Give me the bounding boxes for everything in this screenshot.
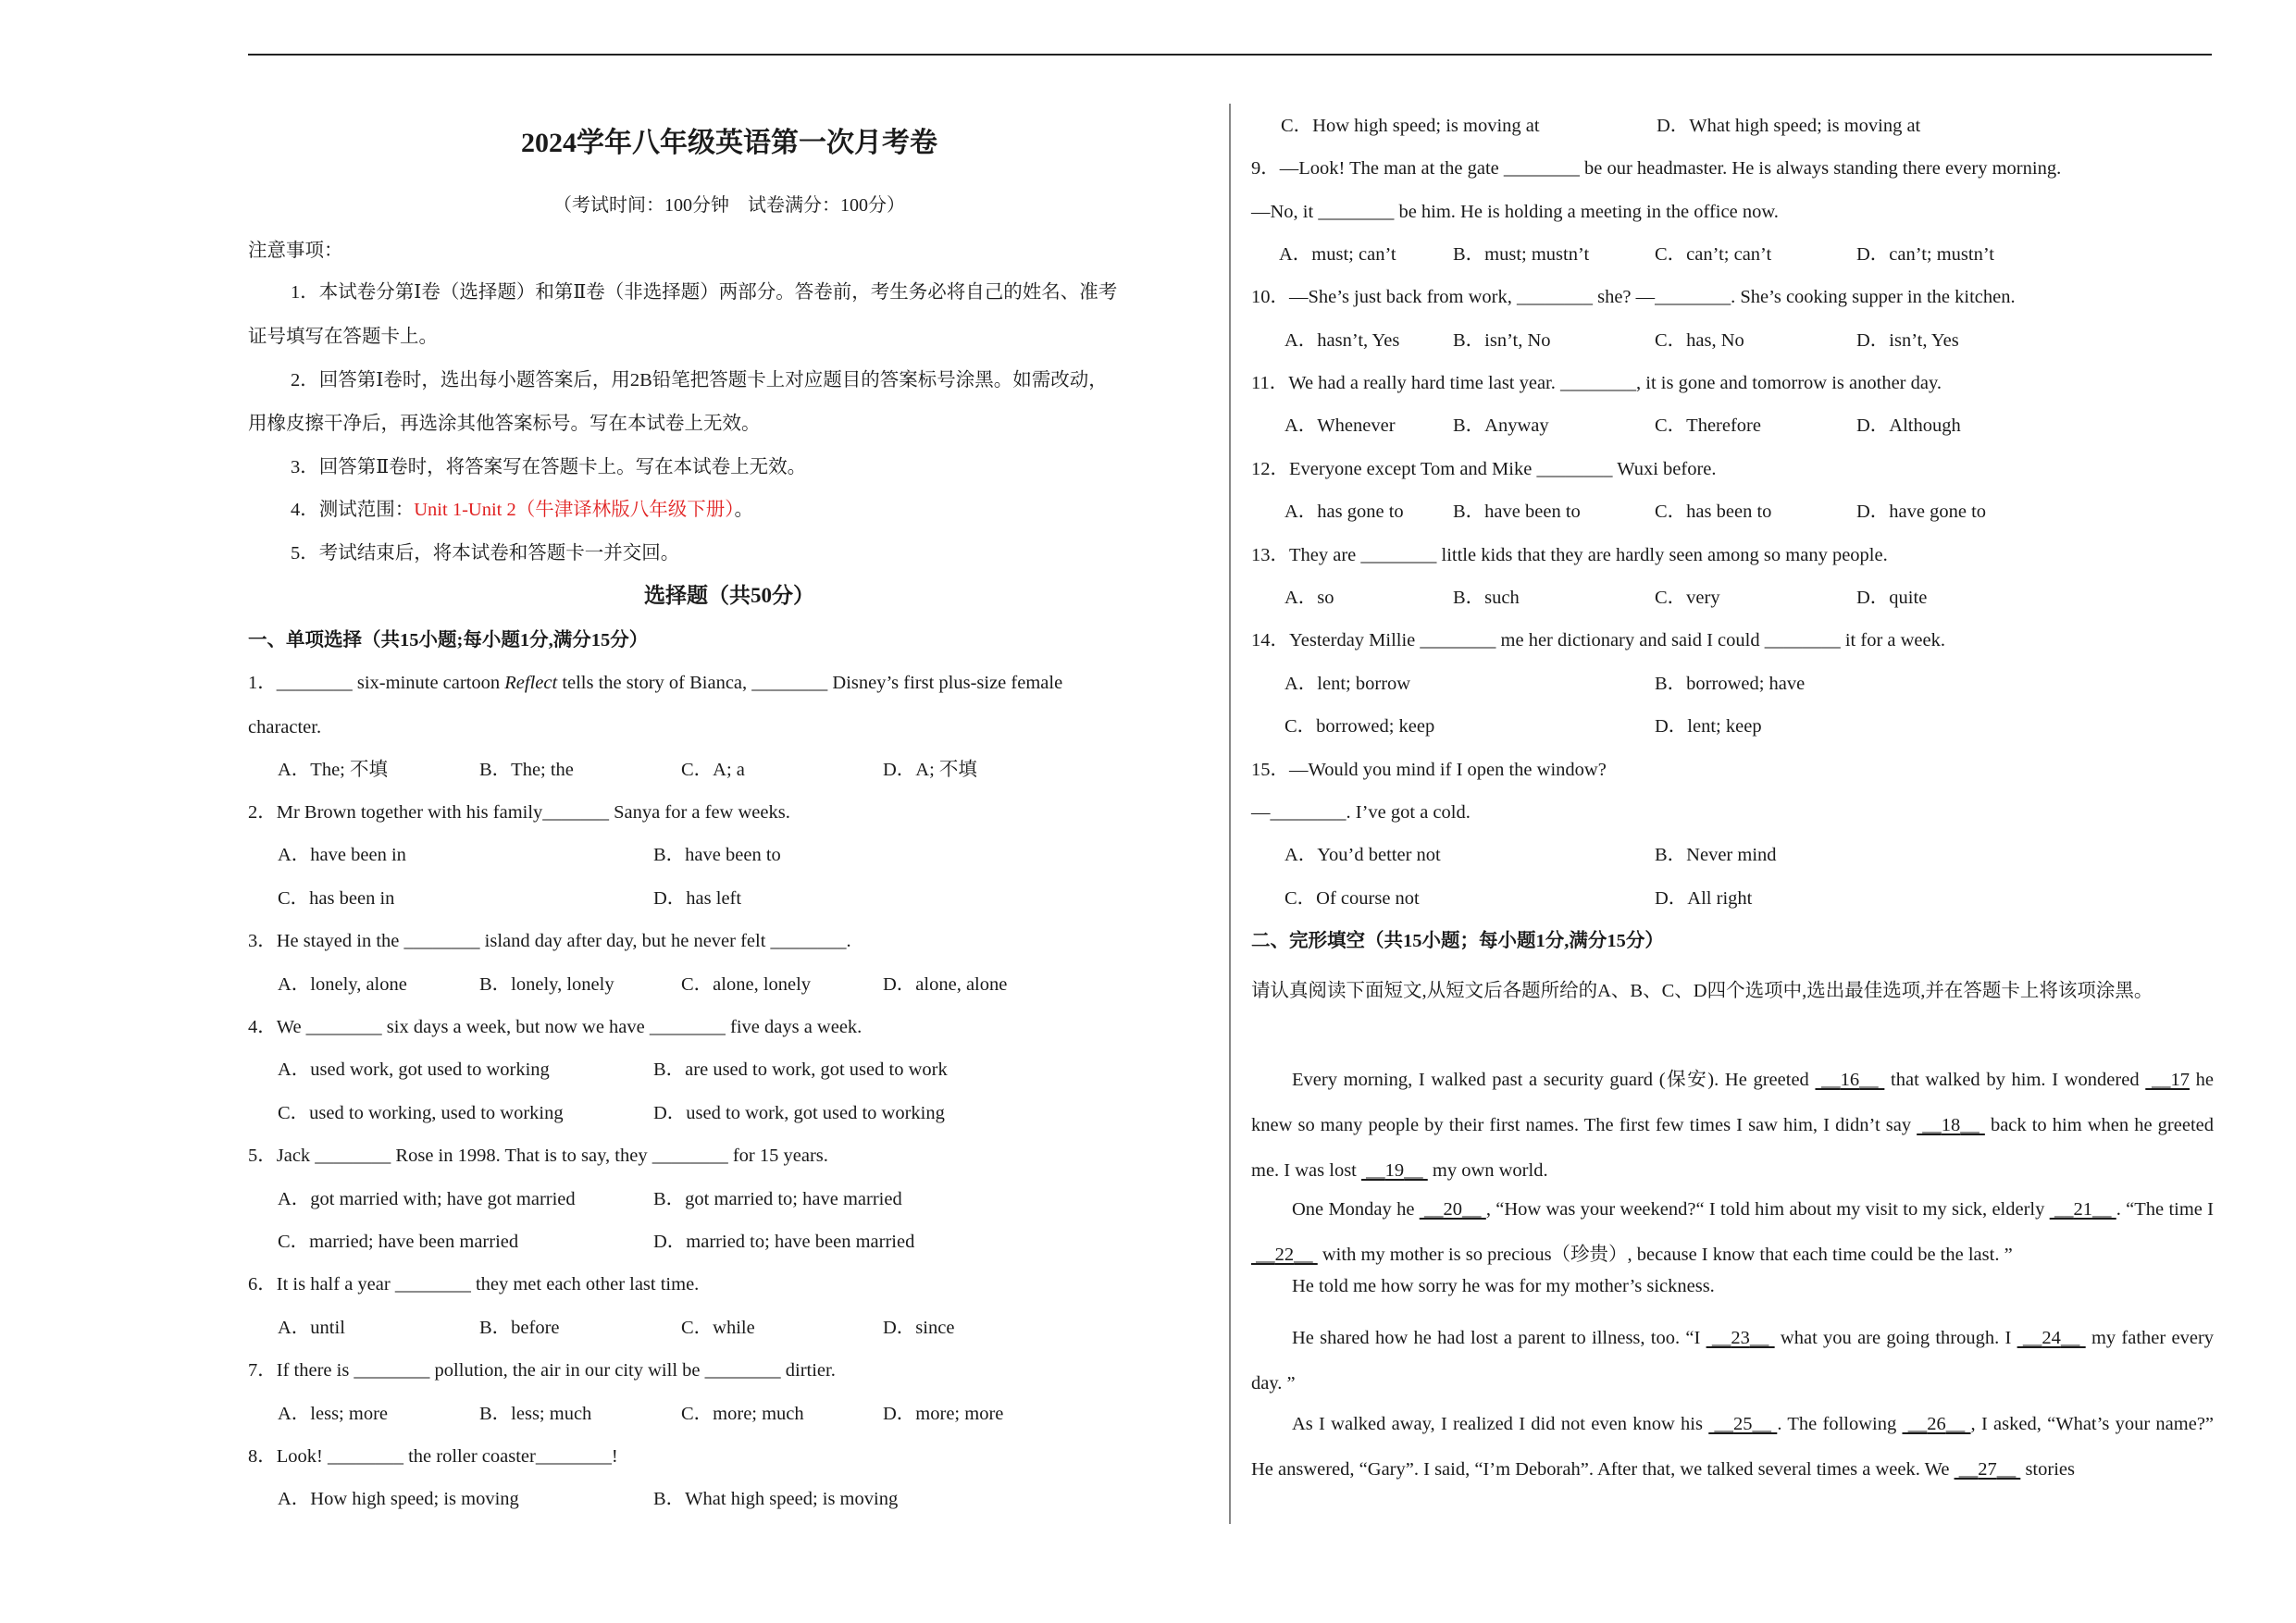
option-a: A．must; can’t <box>1279 244 1396 265</box>
option-c: C．married; have been married <box>278 1232 519 1252</box>
top-rule <box>248 54 2212 56</box>
option-d: D．used to work, got used to working <box>653 1103 945 1123</box>
option-b: B．such <box>1453 588 1520 608</box>
question-1: 1．________ six-minute cartoon Reflect tells the story of Bianca, ________ Disney’s first plus-size female <box>248 673 1063 693</box>
option-d: D．A; 不填 <box>883 760 977 780</box>
question-4: 4．We ________ six days a week, but now we have ________ five days a week. <box>248 1017 863 1037</box>
option-a: A．has gone to <box>1285 502 1404 522</box>
part2-instruction: 请认真阅读下面短文,从短文后各题所给的A、B、C、D四个选项中,选出最佳选项,并在答题卡上将该项涂黑。 <box>1251 981 2153 1001</box>
option-d: D．isn’t, Yes <box>1856 330 1959 351</box>
question-10: 10．—She’s just back from work, ________ she? —________. She’s cooking supper in the kitchen. <box>1251 287 2016 307</box>
notice-item-1: 1．本试卷分第Ⅰ卷（选择题）和第Ⅱ卷（非选择题）两部分。答卷前，考生务必将自己的姓名、准考 <box>291 282 1118 303</box>
blank-21: __21__ <box>2049 1199 2116 1220</box>
blank-26: __26__ <box>1902 1414 1971 1434</box>
option-d: D．quite <box>1856 588 1928 608</box>
question-14: 14．Yesterday Millie ________ me her dictionary and said I could ________ it for a week. <box>1251 630 1946 650</box>
question-4-options-row1 <box>278 1057 1212 1083</box>
question-6: 6．It is half a year ________ they met each other last time. <box>248 1274 700 1295</box>
question-5-options-row1 <box>278 1186 1212 1212</box>
blank-16: __16__ <box>1815 1070 1885 1090</box>
question-11-options <box>1285 413 2219 439</box>
option-a: A．How high speed; is moving <box>278 1489 519 1509</box>
question-2-options-row1 <box>278 842 1212 868</box>
option-d: D．lent; keep <box>1655 716 1762 737</box>
option-b: B．have been to <box>653 845 781 865</box>
option-c: C．Of course not <box>1285 888 1420 909</box>
question-1-cont: character. <box>248 717 322 737</box>
part1-heading: 一、单项选择（共15小题;每小题1分,满分15分） <box>248 630 649 650</box>
question-6-options <box>278 1315 1212 1341</box>
option-b: B．What high speed; is moving <box>653 1489 899 1509</box>
question-3: 3．He stayed in the ________ island day after day, but he never felt ________. <box>248 931 851 951</box>
option-b: B．borrowed; have <box>1655 674 1806 694</box>
notice-item-2-cont: 用橡皮擦干净后，再选涂其他答案标号。写在本试卷上无效。 <box>248 414 761 434</box>
notice-item-3: 3．回答第Ⅱ卷时，将答案写在答题卡上。写在本试卷上无效。 <box>291 457 807 477</box>
notice-item-1-cont: 证号填写在答题卡上。 <box>248 327 438 347</box>
blank-25: __25__ <box>1708 1414 1778 1434</box>
question-10-options <box>1285 328 2219 353</box>
question-5: 5．Jack ________ Rose in 1998. That is to say, they ________ for 15 years. <box>248 1146 828 1166</box>
option-b: B．isn’t, No <box>1453 330 1551 351</box>
option-b: B．less; much <box>479 1404 592 1424</box>
question-9-options <box>1279 242 2214 267</box>
column-divider <box>1229 104 1231 1524</box>
question-13: 13．They are ________ little kids that they are hardly seen among so many people. <box>1251 545 1888 565</box>
option-a: A．lonely, alone <box>278 974 407 995</box>
option-c: C．can’t; can’t <box>1655 244 1772 265</box>
option-c: C．more; much <box>681 1404 804 1424</box>
option-d: D．has left <box>653 888 742 909</box>
test-range: Unit 1-Unit 2（牛津译林版八年级下册） <box>414 500 735 520</box>
option-c: C．while <box>681 1318 755 1338</box>
question-14-options-row2 <box>1285 713 2219 739</box>
page-title: 2024学年八年级英语第一次月考卷 <box>521 128 937 158</box>
question-13-options <box>1285 585 2219 611</box>
passage-paragraph-2: One Monday he __20__ , “How was your weekend?“ I told him about my visit to my sick, elderly __21__ . “The time I __22__ with my mother is so precious（珍贵）, because I know that each time could be the last. ” <box>1251 1199 2215 1265</box>
option-b: B．must; mustn’t <box>1453 244 1590 265</box>
question-5-options-row2 <box>278 1229 1212 1255</box>
notice-item-5: 5．考试结束后，将本试卷和答题卡一并交回。 <box>291 543 680 564</box>
question-14-options-row1 <box>1285 671 2219 697</box>
option-d: D．What high speed; is moving at <box>1657 116 1921 136</box>
notice-item-2: 2．回答第Ⅰ卷时，选出每小题答案后，用2B铅笔把答题卡上对应题目的答案标号涂黑。如需改动， <box>291 370 1108 390</box>
option-d: D．can’t; mustn’t <box>1856 244 1994 265</box>
question-8-options-row1 <box>278 1486 1212 1512</box>
question-3-options <box>278 972 1212 997</box>
part2-heading: 二、完形填空（共15小题；每小题1分,满分15分） <box>1251 931 1664 951</box>
passage-paragraph-4: He shared how he had lost a parent to illness, too. “I __23__ what you are going through. I __24__ my father every day. ” <box>1251 1328 2215 1394</box>
blank-22: __22__ <box>1251 1245 1318 1265</box>
option-c: C．A; a <box>681 760 745 780</box>
question-9-line2: —No, it ________ be him. He is holding a meeting in the office now. <box>1251 202 1779 222</box>
blank-23: __23__ <box>1706 1328 1775 1348</box>
option-a: A．The; 不填 <box>278 760 388 780</box>
option-b: B．before <box>479 1318 560 1338</box>
question-1-options <box>278 757 1212 783</box>
option-b: B．Anyway <box>1453 415 1549 436</box>
option-d: D．married to; have been married <box>653 1232 915 1252</box>
passage-paragraph-3: He told me how sorry he was for my mother’s sickness. <box>1292 1276 1715 1296</box>
option-b: B．lonely, lonely <box>479 974 614 995</box>
blank-19: __19__ <box>1361 1160 1428 1181</box>
question-9: 9．—Look! The man at the gate ________ be our headmaster. He is always standing there every morning. <box>1251 158 2062 179</box>
question-15-options-row2 <box>1285 886 2219 911</box>
option-d: D．have gone to <box>1856 502 1987 522</box>
question-15: 15．—Would you mind if I open the window? <box>1251 760 1607 780</box>
blank-20: __20__ <box>1419 1199 1486 1220</box>
question-11: 11．We had a really hard time last year. ________, it is gone and tomorrow is another day. <box>1251 373 1942 393</box>
question-2: 2．Mr Brown together with his family_______ Sanya for a few weeks. <box>248 802 790 823</box>
option-a: A．Whenever <box>1285 415 1396 436</box>
option-c: C．How high speed; is moving at <box>1281 116 1540 136</box>
option-b: B．The; the <box>479 760 574 780</box>
notice-item-4: 4．测试范围：Unit 1-Unit 2（牛津译林版八年级下册）。 <box>291 500 753 520</box>
option-c: C．alone, lonely <box>681 974 812 995</box>
option-d: D．All right <box>1655 888 1753 909</box>
option-c: C．borrowed; keep <box>1285 716 1435 737</box>
question-7: 7．If there is ________ pollution, the air in our city will be ________ dirtier. <box>248 1360 836 1381</box>
passage-paragraph-1: Every morning, I walked past a security guard (保安). He greeted __16__ that walked by him. I wondered __17 he knew so many people by their first names. The first few times I saw him, I didn’t say __18__ back to him when he greeted me. I was lost __19__ my own world. <box>1251 1070 2215 1181</box>
option-a: A．have been in <box>278 845 406 865</box>
question-7-options <box>278 1401 1212 1427</box>
option-d: D．Although <box>1856 415 1961 436</box>
option-a: A．so <box>1285 588 1334 608</box>
option-b: B．got married to; have married <box>653 1189 902 1209</box>
passage-paragraph-5: As I walked away, I realized I did not even know his __25__ . The following __26__ , I asked, “What’s your name?” He answered, “Gary”. I said, “I’m Deborah”. After that, we talked several times a week. We __27__ stories <box>1251 1414 2215 1480</box>
blank-24: __24__ <box>2017 1328 2086 1348</box>
option-b: B．are used to work, got used to work <box>653 1059 948 1080</box>
exam-info: （考试时间：100分钟 试卷满分：100分） <box>553 195 905 216</box>
question-8: 8．Look! ________ the roller coaster________! <box>248 1446 618 1467</box>
option-a: A．got married with; have got married <box>278 1189 576 1209</box>
question-2-options-row2 <box>278 886 1212 911</box>
option-b: B．Never mind <box>1655 845 1777 865</box>
question-12-options <box>1285 499 2219 525</box>
option-c: C．has been to <box>1655 502 1772 522</box>
option-c: C．has been in <box>278 888 395 909</box>
question-8-options-row2 <box>1281 113 2215 139</box>
question-15-line2: —________. I’ve got a cold. <box>1251 802 1471 823</box>
option-d: D．more; more <box>883 1404 1004 1424</box>
option-a: A．less; more <box>278 1404 388 1424</box>
option-c: C．Therefore <box>1655 415 1761 436</box>
option-d: D．since <box>883 1318 955 1338</box>
option-c: C．very <box>1655 588 1720 608</box>
question-12: 12．Everyone except Tom and Mike ________ Wuxi before. <box>1251 459 1717 479</box>
section-title: 选择题（共50分） <box>644 584 814 607</box>
option-a: A．hasn’t, Yes <box>1285 330 1400 351</box>
option-a: A．until <box>278 1318 345 1338</box>
option-b: B．have been to <box>1453 502 1581 522</box>
option-c: C．has, No <box>1655 330 1744 351</box>
blank-17: __17 <box>2145 1070 2190 1090</box>
blank-27: __27__ <box>1954 1459 2021 1480</box>
question-15-options-row1 <box>1285 842 2219 868</box>
notice-heading: 注意事项： <box>248 241 343 261</box>
option-a: A．used work, got used to working <box>278 1059 550 1080</box>
option-c: C．used to working, used to working <box>278 1103 564 1123</box>
option-d: D．alone, alone <box>883 974 1008 995</box>
blank-18: __18__ <box>1917 1115 1985 1135</box>
option-a: A．You’d better not <box>1285 845 1441 865</box>
option-a: A．lent; borrow <box>1285 674 1411 694</box>
question-4-options-row2 <box>278 1100 1212 1126</box>
